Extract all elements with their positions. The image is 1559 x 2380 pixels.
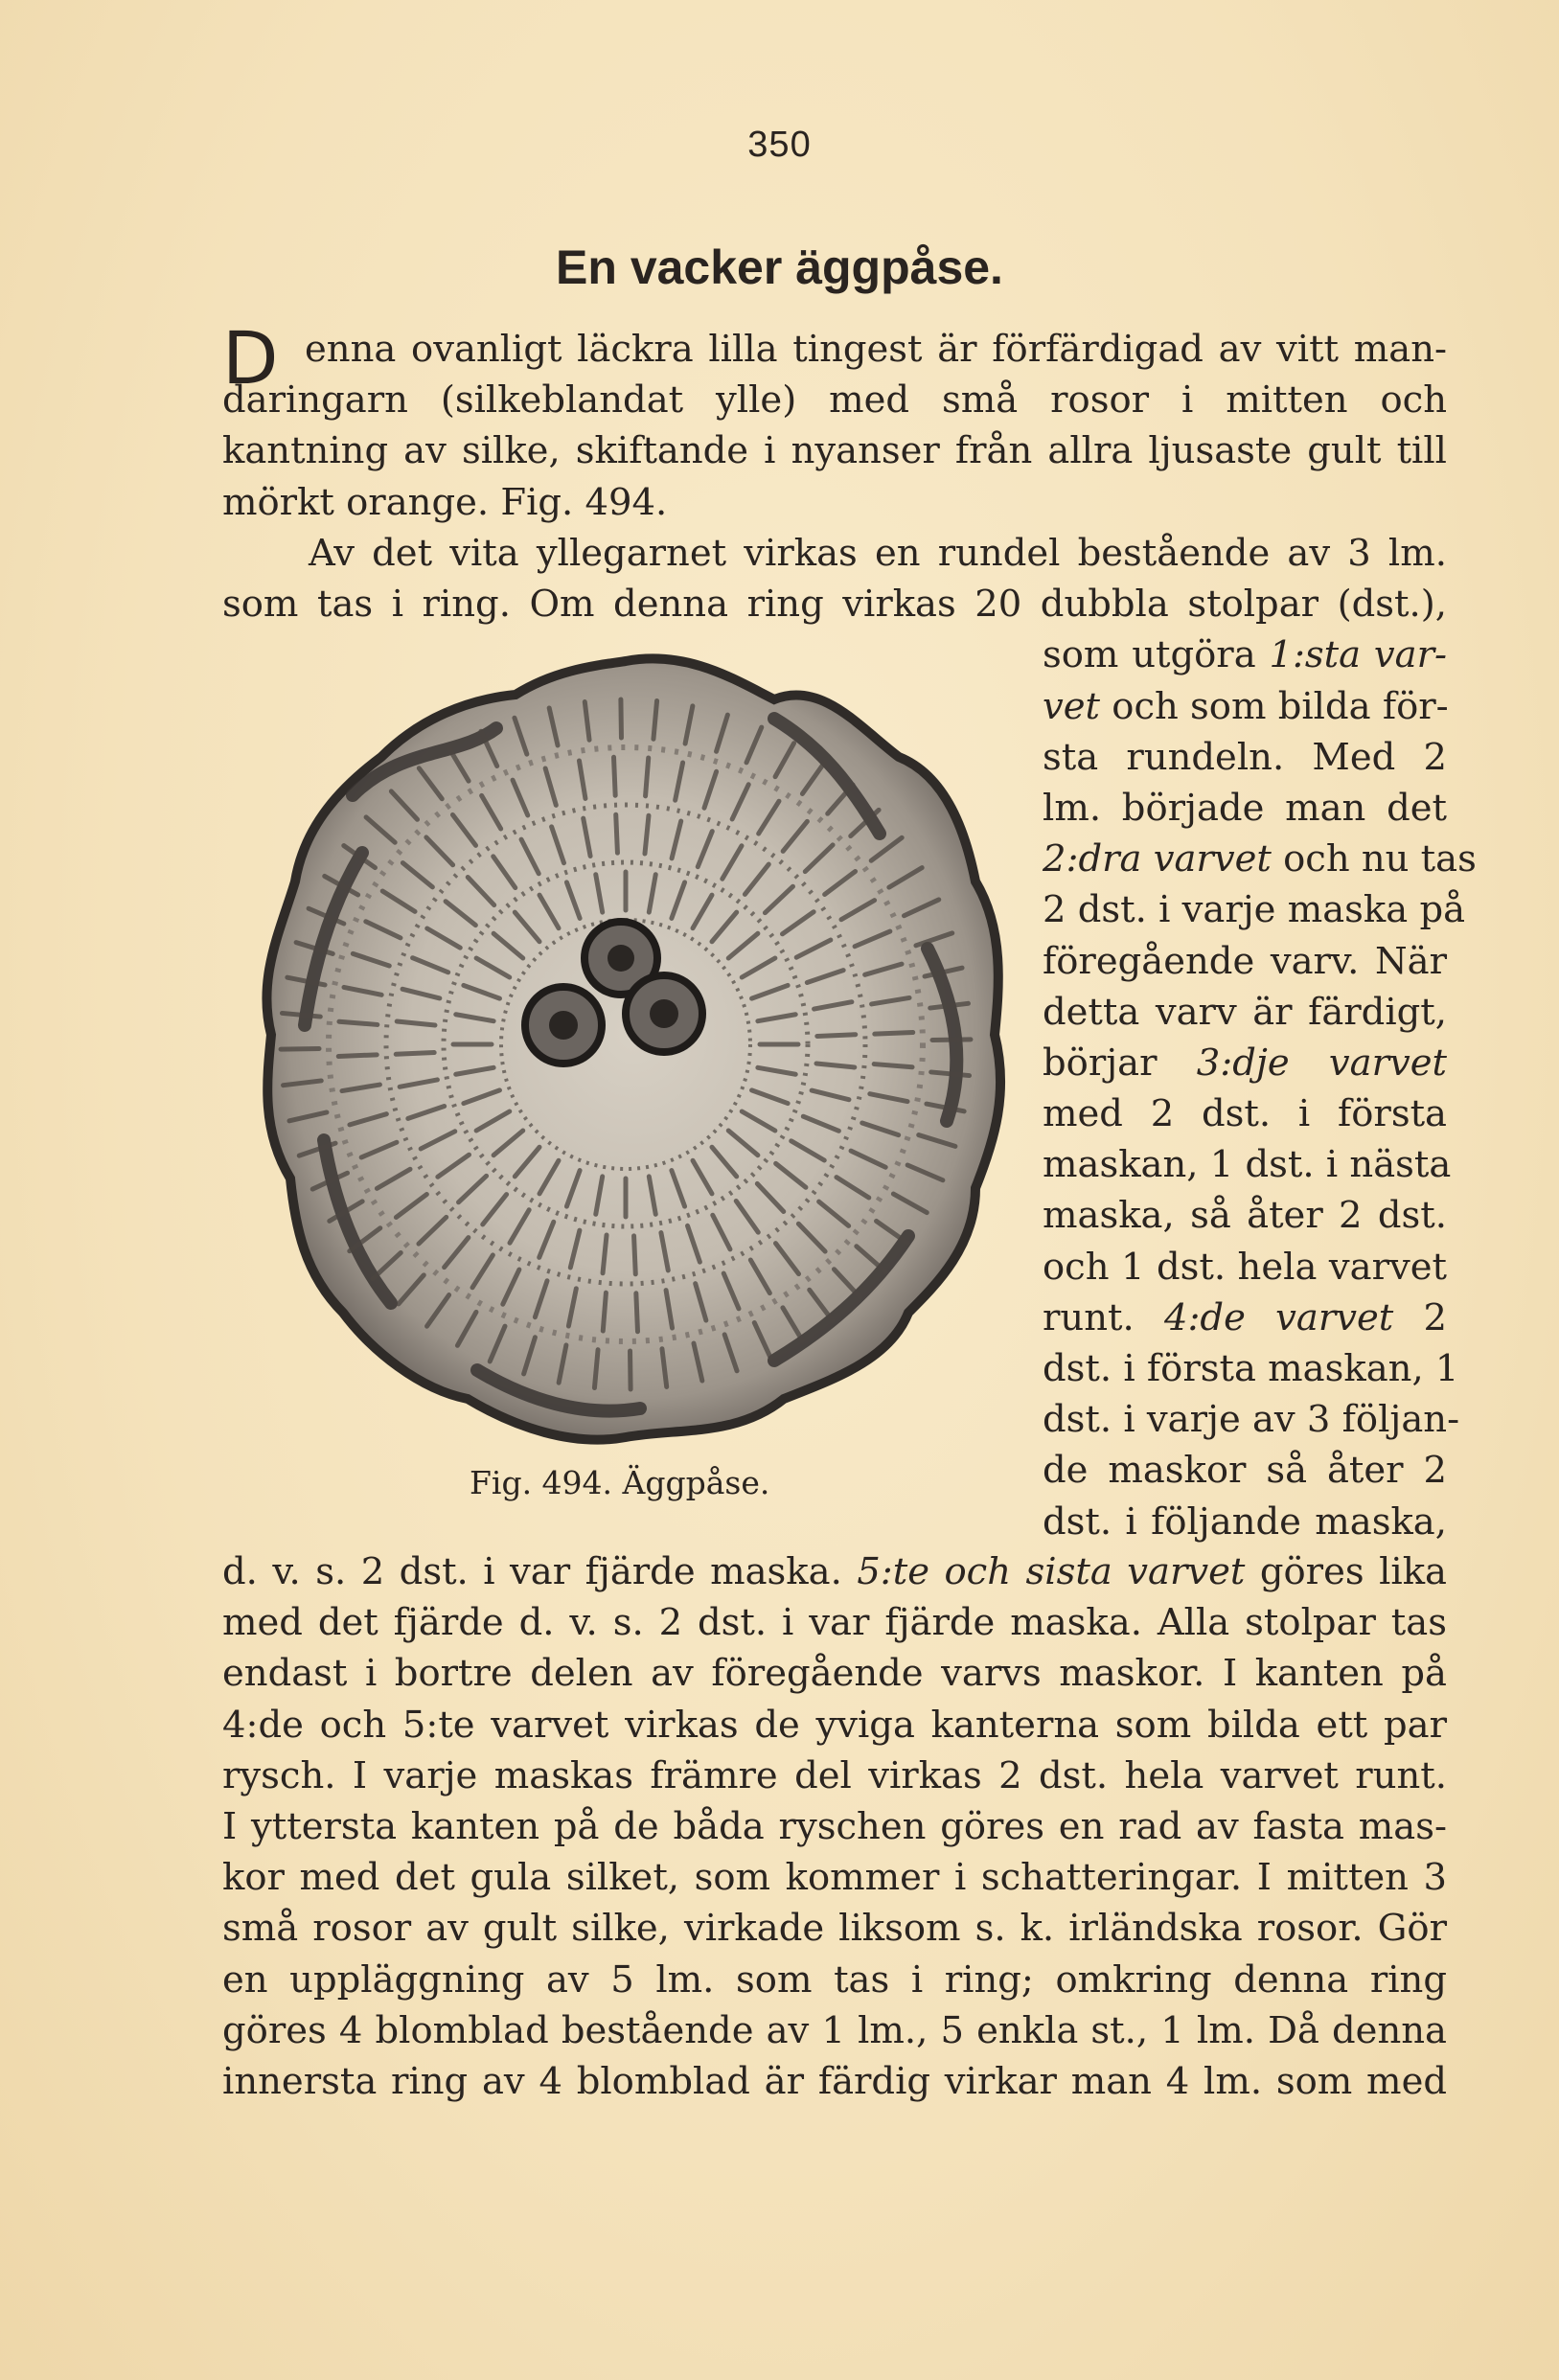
text-line: föregående varv. När bbox=[1043, 939, 1447, 983]
text-line: en uppläggning av 5 lm. som tas i ring; omkring denna ring bbox=[222, 1957, 1447, 2002]
page-number: 350 bbox=[747, 125, 812, 165]
text-line: de maskor så åter 2 bbox=[1043, 1449, 1447, 1493]
stitch-mark bbox=[614, 757, 616, 795]
text-line: daringarn (silkeblandat ylle) med små rosor i mitten och bbox=[222, 378, 1447, 423]
side-column bbox=[1043, 629, 1477, 1546]
text-line: som utgöra 1:sta var- bbox=[1043, 633, 1447, 677]
text-line: enna ovanligt läckra lilla tingest är förfärdigad av vitt man- bbox=[305, 328, 1447, 371]
text-line: dst. i första maskan, 1 bbox=[1043, 1347, 1459, 1391]
text-line: I yttersta kanten på de båda ryschen göres en rad av fasta mas- bbox=[222, 1804, 1447, 1848]
stitch-mark bbox=[603, 1293, 606, 1331]
text-line: dst. i följande maska, bbox=[1043, 1499, 1447, 1544]
text-line: innersta ring av 4 blomblad är färdig virkar man 4 lm. som med bbox=[222, 2059, 1447, 2103]
text-line: runt. 4:de varvet 2 bbox=[1043, 1295, 1447, 1339]
text-line: börjar 3:dje varvet bbox=[1043, 1041, 1447, 1085]
text-line: sta rundeln. Med 2 bbox=[1043, 735, 1447, 779]
text-line: kantning av silke, skiftande i nyanser från allra ljusaste gult till bbox=[222, 429, 1447, 473]
text-line: maskan, 1 dst. i nästa bbox=[1043, 1143, 1452, 1187]
stitch-mark bbox=[338, 1055, 377, 1057]
stitch-mark bbox=[875, 1033, 913, 1035]
text-line: små rosor av gult silke, virkade liksom s. k. irländska rosor. Gör bbox=[222, 1907, 1447, 1951]
text-line: göres 4 blomblad bestående av 1 lm., 5 enkla st., 1 lm. Då denna bbox=[222, 2008, 1447, 2052]
stitch-mark bbox=[616, 814, 618, 853]
stitch-mark bbox=[634, 1236, 636, 1274]
text-line: 4:de och 5:te varvet virkas de yviga kanterna som bilda ett par bbox=[222, 1703, 1447, 1747]
stitch-mark bbox=[621, 699, 622, 738]
stitch-mark bbox=[396, 1053, 434, 1055]
page-title: En vacker äggpåse. bbox=[556, 240, 1003, 294]
second-paragraph bbox=[222, 528, 1447, 629]
text-line: kor med det gula silket, som kommer i schatteringar. I mitten 3 bbox=[222, 1856, 1447, 1900]
stitch-mark bbox=[646, 758, 649, 796]
text-line: d. v. s. 2 dst. i var fjärde maska. 5:te och sista varvet göres lika bbox=[222, 1550, 1447, 1593]
intro-first-line bbox=[305, 324, 1447, 375]
text-line: rysch. I varje maskas främre del virkas 2 dst. hela varvet runt. bbox=[222, 1753, 1447, 1797]
text-line: med 2 dst. i första bbox=[1043, 1092, 1447, 1136]
text-line: med det fjärde d. v. s. 2 dst. i var fjärde maska. Alla stolpar tas bbox=[222, 1601, 1447, 1645]
stitch-mark bbox=[817, 1035, 856, 1037]
text-line: Av det vita yllegarnet virkas en rundel bestående av 3 lm. bbox=[309, 532, 1447, 575]
bottom-paragraph bbox=[222, 1546, 1447, 2107]
text-line: och 1 dst. hela varvet bbox=[1043, 1245, 1447, 1289]
text-line: som tas i ring. Om denna ring virkas 20 dubbla stolpar (dst.), bbox=[222, 583, 1447, 627]
egg-cosy-illustration bbox=[238, 642, 1014, 1476]
stitch-mark bbox=[339, 1021, 378, 1024]
stitch-mark bbox=[636, 1293, 638, 1332]
text-line: lm. började man det bbox=[1043, 786, 1447, 830]
text-line: vet och som bilda för- bbox=[1043, 684, 1449, 728]
intro-paragraph bbox=[222, 375, 1447, 528]
figure-caption: Fig. 494. Äggpåse. bbox=[470, 1464, 770, 1501]
stitch-mark bbox=[874, 1064, 912, 1067]
text-line: detta varv är färdigt, bbox=[1043, 990, 1447, 1034]
text-line: 2 dst. i varje maska på bbox=[1043, 888, 1466, 932]
stitch-mark bbox=[932, 1040, 971, 1041]
text-line: mörkt orange. Fig. 494. bbox=[222, 480, 668, 524]
stitch-mark bbox=[630, 1351, 631, 1389]
text-line: 2:dra varvet och nu tas bbox=[1043, 837, 1477, 881]
text-line: dst. i varje av 3 följan- bbox=[1043, 1398, 1460, 1442]
drop-cap: D bbox=[222, 315, 279, 400]
stitch-mark bbox=[281, 1049, 319, 1050]
text-line: endast i bortre delen av föregående varvs maskor. I kanten på bbox=[222, 1652, 1447, 1696]
text-line: maska, så åter 2 dst. bbox=[1043, 1194, 1447, 1238]
